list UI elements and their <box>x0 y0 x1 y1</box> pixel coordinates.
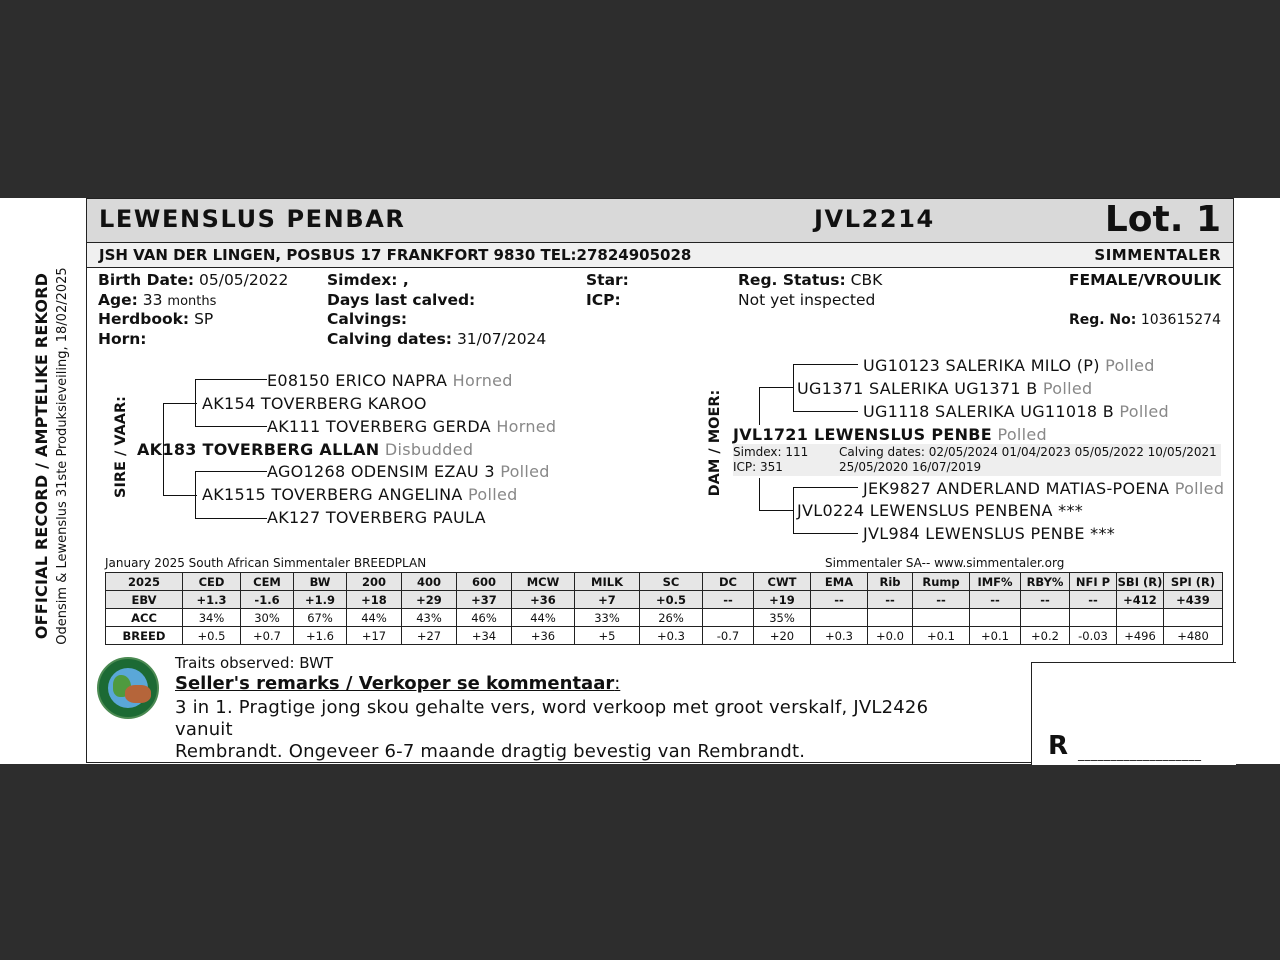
sire-dam-sire: AGO1268 ODENSIM EZAU 3 Polled <box>267 462 550 481</box>
ebv-cell: CED <box>183 573 241 591</box>
ebv-cell: CEM <box>241 573 294 591</box>
ebv-cell: +0.3 <box>640 627 703 645</box>
animal-code: JVL2214 <box>814 205 935 233</box>
traits-observed: Traits observed: BWT <box>175 654 334 672</box>
ebv-cell: ACC <box>106 609 183 627</box>
simdex-field: Simdex: , <box>327 271 409 289</box>
calving-dates-field: Calving dates: 31/07/2024 <box>327 330 547 348</box>
ebv-cell: +34 <box>457 627 512 645</box>
ebv-cell: +1.3 <box>183 591 241 609</box>
ebv-cell: 26% <box>640 609 703 627</box>
herdbook-field: Herdbook: SP <box>98 310 214 328</box>
ebv-cell: 34% <box>183 609 241 627</box>
sire-dam: AK1515 TOVERBERG ANGELINA Polled <box>202 485 518 504</box>
ebv-cell: 35% <box>754 609 811 627</box>
ebv-cell: -- <box>1070 591 1117 609</box>
dam-icp: ICP: 351 <box>733 460 783 474</box>
dam-name: JVL1721 LEWENSLUS PENBE Polled <box>733 425 1047 444</box>
breedplan-website: Simmentaler SA-- www.simmentaler.org <box>825 556 1065 570</box>
ebv-cell: +1.9 <box>294 591 347 609</box>
reg-no-field: Reg. No: 103615274 <box>1068 312 1221 328</box>
ebv-row-breed <box>106 627 1223 645</box>
sire-dam-dam-name: AK127 TOVERBERG PAULA <box>267 508 486 527</box>
dam-calving-dates-2: 25/05/2020 16/07/2019 <box>839 460 982 474</box>
dam-label: DAM / MOER: <box>707 389 723 497</box>
ebv-cell: -0.03 <box>1070 627 1117 645</box>
ebv-cell: CWT <box>754 573 811 591</box>
ebv-cell: 200 <box>347 573 402 591</box>
ebv-cell: +0.1 <box>970 627 1021 645</box>
ebv-cell <box>703 609 754 627</box>
ebv-cell: SBI (R) <box>1117 574 1163 589</box>
ebv-cell: Rib <box>868 573 913 591</box>
ebv-table <box>105 572 1223 645</box>
ebv-cell: 33% <box>575 609 640 627</box>
ebv-cell <box>1117 609 1164 627</box>
ebv-cell: -0.7 <box>703 627 754 645</box>
lot-card <box>86 198 1234 763</box>
ebv-cell: EMA <box>811 573 868 591</box>
ebv-cell: 43% <box>402 609 457 627</box>
price-currency: R <box>1048 731 1069 761</box>
birth-date-value: 05/05/2022 <box>199 271 289 289</box>
ebv-cell <box>811 609 868 627</box>
ebv-cell: BREED <box>106 627 183 645</box>
icp-field: ICP: <box>586 291 621 309</box>
breedplan-caption: January 2025 South African Simmentaler BREEDPLAN <box>105 556 427 570</box>
ebv-cell: +0.7 <box>241 627 294 645</box>
ebv-cell: RBY% <box>1021 573 1070 591</box>
dam-sire: UG1371 SALERIKA UG1371 B Polled <box>797 379 1093 398</box>
sire-name: AK183 TOVERBERG ALLAN Disbudded <box>137 440 474 459</box>
ebv-cell: 67% <box>294 609 347 627</box>
sale-subtitle: Odensim & Lewenslus 31ste Produksieveiling, 18/02/2025 <box>55 267 70 645</box>
price-line: ___________________ <box>1078 747 1202 761</box>
ebv-cell: -- <box>913 591 970 609</box>
card-header <box>87 199 1233 243</box>
ebv-cell: +19 <box>754 591 811 609</box>
ebv-cell: +1.6 <box>294 627 347 645</box>
ebv-cell: +439 <box>1164 591 1223 609</box>
ebv-cell: 600 <box>457 573 512 591</box>
ebv-cell: +29 <box>402 591 457 609</box>
remarks-heading: Seller's remarks / Verkoper se kommentaar: <box>175 673 621 694</box>
sire-sire-name: E08150 ERICO NAPRA Horned <box>267 371 513 390</box>
ebv-cell: DC <box>703 573 754 591</box>
ebv-cell: +5 <box>575 627 640 645</box>
ebv-cell: +0.1 <box>913 627 970 645</box>
ebv-cell: -- <box>970 591 1021 609</box>
dam-calving-dates-1: Calving dates: 02/05/2024 01/04/2023 05/05/2022 10/05/2021 <box>839 445 1217 459</box>
ebv-cell: SC <box>640 573 703 591</box>
sire-label: SIRE / VAAR: <box>113 396 129 498</box>
ebv-cell: +37 <box>457 591 512 609</box>
ebv-cell: +27 <box>402 627 457 645</box>
dam-dam: JVL0224 LEWENSLUS PENBENA *** <box>797 501 1084 520</box>
days-calved-field: Days last calved: <box>327 291 476 309</box>
ebv-cell: 46% <box>457 609 512 627</box>
ebv-cell <box>1164 609 1223 627</box>
ebv-cell: MCW <box>512 573 575 591</box>
ebv-cell: NFI P <box>1070 573 1117 591</box>
ebv-cell: 30% <box>241 609 294 627</box>
ebv-cell: -- <box>868 591 913 609</box>
ebv-cell <box>1021 609 1070 627</box>
ebv-cell: -1.6 <box>241 591 294 609</box>
ebv-cell: +0.5 <box>640 591 703 609</box>
ebv-cell: EBV <box>106 591 183 609</box>
ebv-cell: +496 <box>1117 627 1164 645</box>
sire-dam-dam: AK111 TOVERBERG GERDA Horned <box>267 417 557 436</box>
reg-status-field: Reg. Status: CBK <box>738 271 883 289</box>
ebv-cell: +412 <box>1117 591 1164 609</box>
official-record-title: OFFICIAL RECORD / AMPTELIKE REKORD <box>32 272 51 640</box>
ebv-cell: +36 <box>512 591 575 609</box>
ebv-cell: Rump <box>913 573 970 591</box>
dam-simdex: Simdex: 111 <box>733 445 809 459</box>
dam-sire-dam: UG1118 SALERIKA UG11018 B Polled <box>863 402 1169 421</box>
ebv-cell: +7 <box>575 591 640 609</box>
seller-remarks: 3 in 1. Pragtige jong skou gehalte vers, word verkoop met groot verskalf, JVL2426 vanuit Rembrandt. Ongeveer 6-7 maande dragtig bevestig van Rembrandt. <box>175 697 929 762</box>
ebv-cell: IMF% <box>970 573 1021 591</box>
ped-line <box>195 379 267 380</box>
dam-calving-info <box>733 444 1221 476</box>
dam-dam-sire: JEK9827 ANDERLAND MATIAS-POENA Polled <box>863 479 1225 498</box>
ebv-cell <box>970 609 1021 627</box>
ebv-cell: 400 <box>402 573 457 591</box>
ebv-cell: +36 <box>512 627 575 645</box>
ebv-cell <box>868 609 913 627</box>
ebv-cell: +0.5 <box>183 627 241 645</box>
ebv-header-row <box>106 573 1223 591</box>
ebv-cell: -- <box>811 591 868 609</box>
sire-sire: AK154 TOVERBERG KAROO <box>202 394 427 413</box>
ebv-cell: SPI (R) <box>1164 573 1223 591</box>
simmentaler-sa-logo-icon <box>97 657 159 719</box>
inspection-status: Not yet inspected <box>738 291 876 309</box>
ebv-row-ebv <box>106 591 1223 609</box>
owner-bar <box>87 243 1233 268</box>
ebv-cell <box>913 609 970 627</box>
ebv-cell: 44% <box>347 609 402 627</box>
ebv-cell: +17 <box>347 627 402 645</box>
ebv-cell: +0.2 <box>1021 627 1070 645</box>
ebv-cell: 44% <box>512 609 575 627</box>
ebv-cell: +18 <box>347 591 402 609</box>
birth-date-field: Birth Date: 05/05/2022 <box>98 271 289 289</box>
price-box[interactable] <box>1031 662 1236 765</box>
ebv-cell: +0.0 <box>868 627 913 645</box>
ebv-cell: +480 <box>1164 627 1223 645</box>
ebv-cell: -- <box>703 591 754 609</box>
age-field: Age: 33 months <box>98 291 217 309</box>
star-field: Star: <box>586 271 629 289</box>
ebv-cell: +20 <box>754 627 811 645</box>
animal-name: LEWENSLUS PENBAR <box>99 205 406 233</box>
dam-dam-dam: JVL984 LEWENSLUS PENBE *** <box>863 524 1116 543</box>
ebv-cell: -- <box>1021 591 1070 609</box>
breed-name: SIMMENTALER <box>1094 246 1221 264</box>
horn-field: Horn: <box>98 330 147 348</box>
ebv-row-acc <box>106 609 1223 627</box>
dam-sire-sire: UG10123 SALERIKA MILO (P) Polled <box>863 356 1155 375</box>
ebv-cell: BW <box>294 573 347 591</box>
ebv-cell <box>1070 609 1117 627</box>
lot-number: Lot. 1 <box>1104 199 1221 240</box>
sex-field: FEMALE/VROULIK <box>1068 271 1221 289</box>
ebv-cell: 2025 <box>106 573 183 591</box>
ebv-cell: MILK <box>575 573 640 591</box>
ebv-cell: +0.3 <box>811 627 868 645</box>
calvings-field: Calvings: <box>327 310 408 328</box>
owner-info: JSH VAN DER LINGEN, POSBUS 17 FRANKFORT 9830 TEL:27824905028 <box>99 246 692 264</box>
